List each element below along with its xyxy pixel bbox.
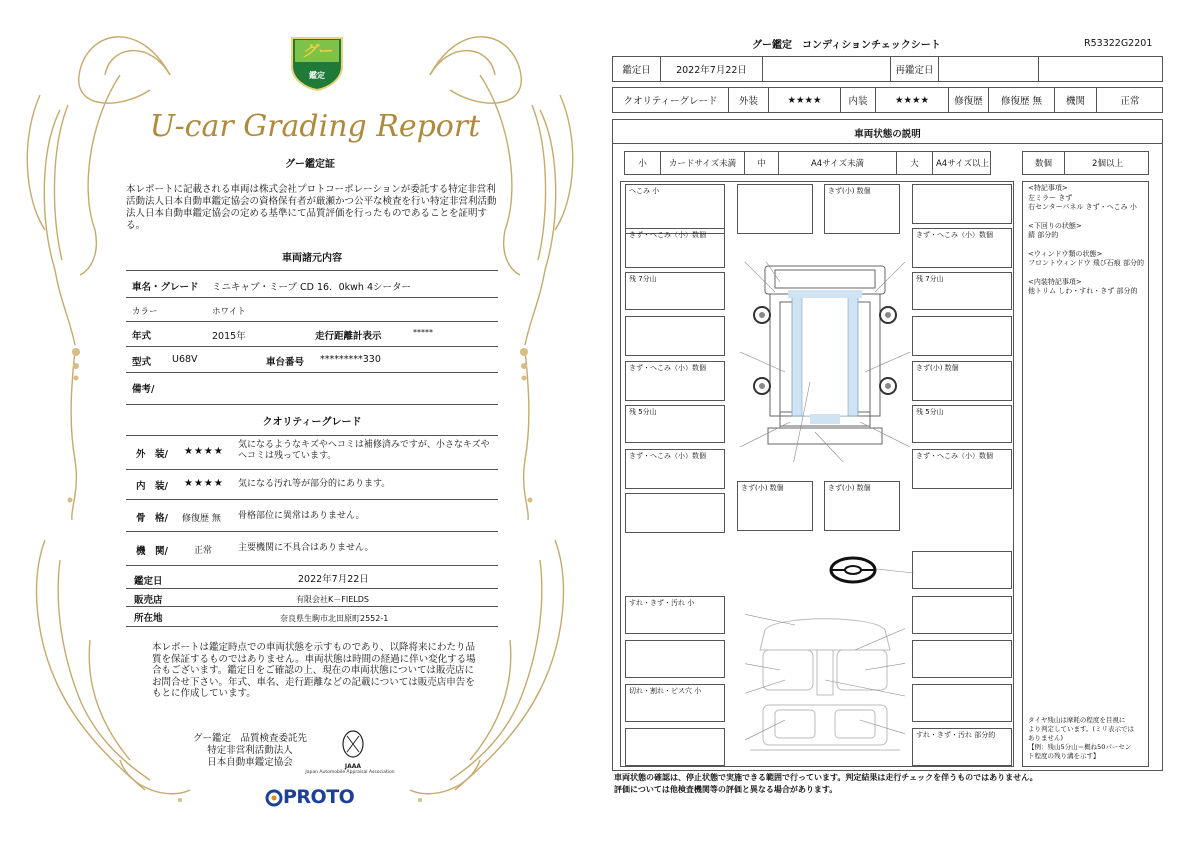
empty-cell: [763, 57, 891, 81]
chassis-value: *********330: [320, 354, 381, 365]
damage-box: きず・へこみ（小）数個: [625, 449, 725, 489]
reinspect-value: [939, 57, 1039, 81]
divider: [126, 499, 498, 500]
interior-box: [625, 640, 725, 678]
damage-box: きず(小) 数個: [824, 481, 900, 531]
tire-note-line: 【例：残山5分山＝概ね50パーセン: [1028, 743, 1132, 751]
model-value: U68V: [172, 354, 198, 365]
footer-line: グー鑑定 品質検査委託先: [192, 733, 307, 744]
legend-count: 数個: [1023, 152, 1065, 174]
legend-medium: 中: [745, 152, 779, 174]
repair-value: 修復歴 無: [989, 88, 1055, 112]
divider: [126, 404, 498, 405]
damage-box: きず・へこみ（小）数個: [625, 361, 725, 401]
count-legend: [1022, 151, 1149, 175]
quality-engine-label: 機 関/: [136, 546, 168, 557]
script-title-text: U-car Grading Report: [150, 109, 480, 144]
damage-box: きず・へこみ（小）数個: [625, 228, 725, 268]
interior-box: [912, 640, 1012, 678]
quality-exterior-label: 外 装/: [136, 449, 168, 460]
note-line: [1028, 269, 1148, 278]
tire-note-line: ありません): [1028, 734, 1064, 742]
note-line: <内装特記事項>: [1028, 277, 1082, 286]
tire-box: 残 7分山: [912, 272, 1012, 310]
divider: [126, 469, 498, 470]
quality-interior-label: 内 装/: [136, 481, 168, 492]
damage-box: きず(小) 数個: [912, 361, 1012, 401]
special-notes: [1028, 184, 1148, 297]
damage-box: へこみ 小: [625, 184, 725, 234]
divider: [126, 606, 498, 607]
jaaa-label: JAAA: [344, 763, 362, 770]
engine-value: 正常: [1120, 96, 1140, 107]
model-label: 型式: [132, 357, 152, 368]
mileage-label: 走行距離計表示: [315, 331, 382, 342]
divider: [126, 531, 498, 532]
divider: [126, 626, 498, 627]
damage-box: [912, 184, 1012, 224]
certificate-intro: 本レポートに記載される車両は株式会社プロトコーポレーションが委託する特定非営利活動法人日本自動車鑑定協会の資格保有者が厳瀬かつ公平な検査を行い特定非営利活動法人日本自動車鑑定協会の定める基準にて品質評価を行ったものであることを証明する。: [126, 184, 497, 231]
interior-box: [912, 596, 1012, 634]
steering-wheel-icon: [828, 555, 878, 585]
color-label: カラー: [132, 307, 158, 317]
quality-interior-value: ★★★★: [184, 478, 224, 489]
legend-large-desc: A4サイズ以上: [935, 159, 990, 169]
sheet-footer: [614, 772, 1174, 795]
quality-interior-desc: 気になる汚れ等が部分的にあります。: [238, 479, 391, 489]
tire-note-line: より判定しています。(ミリ表示では: [1028, 725, 1135, 733]
shop-label: 販売店: [134, 595, 163, 606]
grade-label: クオリティーグレード: [613, 88, 729, 112]
damage-box: [912, 316, 1012, 356]
sheet-footer-line: 車両状態の確認は、停止状態で実施できる範囲で行っています。判定結果は走行チェックを伴うものではありません。: [614, 773, 1038, 782]
car-top-view-diagram: [740, 262, 910, 462]
sheet-title: グー鑑定 コンディションチェックシート: [752, 40, 941, 51]
note-line: 左ミラー きず: [1028, 193, 1073, 202]
grade-row: [612, 87, 1163, 113]
script-title: [150, 100, 480, 150]
date-value: 2022年7月22日: [298, 574, 369, 585]
certificate-note: 本レポートは鑑定時点での車両状態を示すものであり、以降将来にわたり品質を保証するものではありません。車両状態は時間の経過に伴い変化する場合もございます。鑑定日をご確認の上、現在の車両状態については販売店にお問合せ下さい。年式、車名、走行距離などの記載については販売店申告をもとに作成しています。: [152, 642, 476, 699]
year-value: 2015年: [212, 331, 246, 342]
engine-label: 機関: [1055, 88, 1097, 112]
damage-box: きず(小) 数個: [824, 184, 900, 234]
interior-value: ★★★★: [876, 88, 949, 112]
legend-small: 小: [625, 152, 661, 174]
interior-label: 内装: [841, 88, 876, 112]
specs-title: 車両諸元内容: [282, 253, 342, 264]
sheet-footer-line: 評価については他検査機関等の評価と異なる場合があります。: [614, 784, 838, 794]
note-line: <特記事項>: [1028, 184, 1068, 192]
car-name-value: ミニキャブ・ミーブ CD 16．0kwh 4シーター: [212, 282, 412, 293]
tire-box: 残 5分山: [912, 405, 1012, 443]
size-legend: [624, 151, 991, 175]
damage-box: [625, 316, 725, 356]
divider: [126, 565, 498, 566]
sheet-code: R53322G2201: [1084, 38, 1153, 49]
address-value: 奈良県生駒市北田原町2552-1: [280, 614, 389, 623]
chassis-label: 車台番号: [266, 357, 305, 368]
damage-box: きず・へこみ（小）数個: [912, 228, 1012, 268]
interior-box: すれ・きず・汚れ 部分的: [912, 728, 1012, 766]
interior-box: [912, 684, 1012, 722]
divider: [126, 297, 498, 298]
divider: [126, 435, 498, 436]
sheet-date-value: 2022年7月22日: [661, 57, 763, 81]
damage-box: きず(小) 数個: [737, 481, 813, 531]
quality-engine-desc: 主要機関に不具合はありません。: [238, 543, 374, 553]
quality-exterior-value: ★★★★: [184, 446, 224, 457]
note-line: 他トリム しわ・すれ・きず 部分的: [1028, 287, 1138, 295]
sheet-date-label: 鑑定日: [613, 57, 661, 81]
interior-box: すれ・きず・汚れ 小: [625, 596, 725, 634]
divider: [126, 372, 498, 373]
condition-title: 車両状態の説明: [854, 129, 921, 140]
leader-line: [876, 565, 914, 575]
proto-logo-text: PROTO: [283, 786, 355, 808]
repair-label: 修復歴: [949, 88, 989, 112]
damage-box: [625, 493, 725, 533]
date-label: 鑑定日: [134, 576, 163, 587]
quality-frame-label: 骨 格/: [136, 513, 168, 524]
tire-box: 残 7分山: [625, 272, 725, 310]
shop-value: 有限会社K－FIELDS: [296, 595, 369, 604]
note-line: [1028, 213, 1148, 222]
jaaa-caption: Japan Automobile Appraisal Association: [305, 770, 395, 775]
quality-exterior-desc: 気になるようなキズやヘコミは補修済みですが、小さなキズやヘコミは残っています。: [238, 440, 490, 461]
legend-small-desc: カードサイズ未満: [661, 152, 745, 174]
quality-title: クオリティーグレード: [262, 417, 362, 428]
note-line: 錆 部分的: [1028, 231, 1059, 239]
goo-logo-text: グー: [301, 42, 332, 60]
footer-line: 日本自動車鑑定協会: [207, 757, 293, 768]
note-line: 右センターパネル きず・へこみ 小: [1028, 203, 1137, 211]
legend-large: 大: [897, 152, 933, 174]
divider: [126, 588, 498, 589]
remarks-label: 備考/: [132, 384, 155, 395]
legend-count-desc: 2個以上: [1092, 159, 1123, 169]
condition-check-sheet: [600, 0, 1200, 848]
tire-note-line: ト程度の残り溝を示す】: [1028, 752, 1100, 760]
certificate-heading: グー鑑定証: [285, 159, 335, 170]
note-line: [1028, 241, 1148, 250]
damage-box: [737, 184, 813, 234]
note-line: フロントウィンドウ 飛び石痕 部分的: [1028, 259, 1145, 267]
divider: [126, 321, 498, 322]
steering-box: [912, 551, 1012, 589]
exterior-value: ★★★★: [769, 88, 841, 112]
address-label: 所在地: [134, 613, 163, 624]
exterior-label: 外装: [729, 88, 769, 112]
note-line: <ウィンドウ類の状態>: [1028, 249, 1103, 258]
color-value: ホワイト: [212, 307, 246, 317]
quality-engine-value: 正常: [194, 546, 213, 556]
interior-box: [625, 728, 725, 766]
damage-box: きず・へこみ（小）数個: [912, 449, 1012, 489]
legend-medium-desc: A4サイズ未満: [779, 152, 897, 174]
tire-box: 残 5分山: [625, 405, 725, 443]
footer-line: 特定非営利活動法人: [207, 745, 293, 756]
goo-logo-subtext: 鑑定: [309, 71, 325, 80]
mileage-value: *****: [413, 328, 433, 337]
year-label: 年式: [132, 331, 152, 342]
certificate-footer: [180, 733, 320, 769]
reinspect-label: 再鑑定日: [891, 57, 939, 81]
divider: [126, 270, 498, 271]
date-row: [612, 56, 1163, 82]
quality-frame-value: 修復歴 無: [182, 514, 221, 524]
tire-note-line: タイヤ残山は摩耗の程度を目視に: [1028, 716, 1126, 724]
interior-box: 切れ・割れ・ビス穴 小: [625, 684, 725, 722]
note-line: <下回りの状態>: [1028, 221, 1082, 230]
divider: [126, 346, 498, 347]
tire-note: [1028, 716, 1148, 761]
car-name-label: 車名・グレード: [132, 282, 199, 293]
quality-frame-desc: 骨格部位に異常はありません。: [238, 511, 365, 521]
interior-diagram: [745, 610, 905, 765]
